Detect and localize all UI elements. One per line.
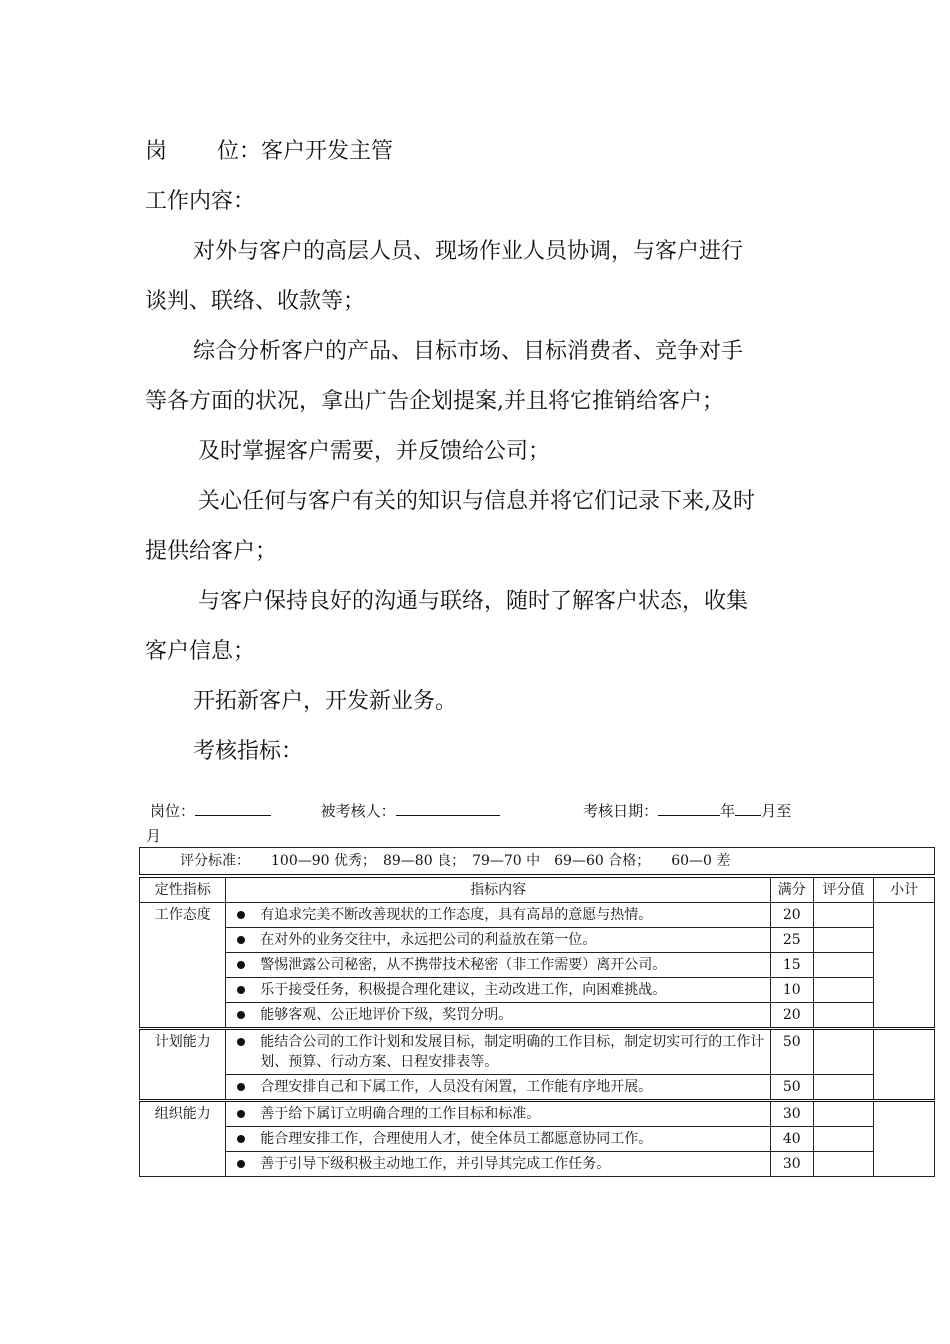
indicator-text: 有追求完美不断改善现状的工作态度，具有高昂的意愿与热情。 [256, 903, 770, 928]
form-month-blank [735, 801, 761, 816]
score-value-cell[interactable] [813, 978, 874, 1003]
kpi-label: 考核指标： [193, 739, 304, 764]
bullet-icon [226, 1075, 256, 1101]
duty-4-line-2: 提供给客户； [145, 539, 278, 564]
bullet-icon [226, 953, 256, 978]
bullet-icon [226, 1127, 256, 1152]
full-score: 20 [770, 1003, 813, 1029]
header-category: 定性指标 [140, 876, 226, 903]
post-label-a: 岗 [145, 139, 168, 164]
full-score: 30 [770, 1101, 813, 1127]
table-row [140, 953, 935, 978]
form-assessee-blank [396, 801, 500, 816]
score-table [139, 847, 935, 1177]
score-value-cell[interactable] [813, 903, 874, 928]
subtotal-cell[interactable] [874, 903, 935, 1029]
full-score: 10 [770, 978, 813, 1003]
full-score: 50 [770, 1029, 813, 1075]
category-organization: 组织能力 [140, 1101, 226, 1177]
table-row [140, 1152, 935, 1177]
header-content: 指标内容 [226, 876, 770, 903]
indicator-text: 善于给下属订立明确合理的工作目标和标准。 [256, 1101, 770, 1127]
indicator-text: 能合理安排工作，合理使用人才，使全体员工都愿意协同工作。 [256, 1127, 770, 1152]
subtotal-cell[interactable] [874, 1029, 935, 1101]
form-post-label: 岗位： [150, 802, 196, 820]
indicator-text: 在对外的业务交往中，永远把公司的利益放在第一位。 [256, 928, 770, 953]
bullet-icon [226, 1101, 256, 1127]
indicator-text: 合理安排自己和下属工作，人员没有闲置，工作能有序地开展。 [256, 1075, 770, 1101]
post-value: 客户开发主管 [261, 139, 394, 164]
table-row [140, 1075, 935, 1101]
table-header-row [140, 876, 935, 903]
duty-4-line-1: 关心任何与客户有关的知识与信息并将它们记录下来,及时 [198, 489, 755, 514]
duty-5-line-1: 与客户保持良好的沟通与联络，随时了解客户状态，收集 [198, 589, 749, 614]
form-assessee-label: 被考核人： [320, 802, 396, 820]
score-value-cell[interactable] [813, 1127, 874, 1152]
full-score: 50 [770, 1075, 813, 1101]
form-year-label: 年 [720, 802, 736, 820]
indicator-text: 能结合公司的工作计划和发展目标，制定明确的工作目标，制定切实可行的工作计划、预算、行动方案、日程安排表等。 [256, 1029, 770, 1075]
indicator-text: 能够客观、公正地评价下级，奖罚分明。 [256, 1003, 770, 1029]
bullet-icon [226, 1003, 256, 1029]
category-work-attitude: 工作态度 [140, 903, 226, 1029]
score-value-cell[interactable] [813, 1029, 874, 1075]
full-score: 40 [770, 1127, 813, 1152]
header-subtotal: 小计 [874, 876, 935, 903]
table-row [140, 1101, 935, 1127]
duty-5-line-2: 客户信息； [145, 639, 256, 664]
duty-2-line-1: 综合分析客户的产品、目标市场、目标消费者、竞争对手 [193, 339, 744, 364]
duty-3: 及时掌握客户需要，并反馈给公司； [198, 439, 551, 464]
full-score: 15 [770, 953, 813, 978]
full-score: 25 [770, 928, 813, 953]
form-date-label: 考核日期： [583, 802, 659, 820]
category-planning: 计划能力 [140, 1029, 226, 1101]
header-score-value: 评分值 [813, 876, 874, 903]
score-standard: 评分标准： 100—90 优秀； 89—80 良； 79—70 中 69—60 合格； 60—0 差 [140, 848, 935, 877]
form-month-label: 月 [146, 827, 162, 845]
table-row [140, 978, 935, 1003]
work-content-label: 工作内容： [145, 189, 256, 214]
form-post-blank [195, 801, 271, 816]
score-value-cell[interactable] [813, 928, 874, 953]
form-header [150, 800, 791, 821]
form-year-blank [658, 801, 720, 816]
post-label-b: 位： [217, 139, 262, 164]
score-value-cell[interactable] [813, 1152, 874, 1177]
duty-1-line-1: 对外与客户的高层人员、现场作业人员协调，与客户进行 [193, 239, 744, 264]
table-row [140, 1029, 935, 1075]
header-full-score: 满分 [770, 876, 813, 903]
duty-2-line-2: 等各方面的状况，拿出广告企划提案,并且将它推销给客户； [145, 389, 724, 414]
full-score: 30 [770, 1152, 813, 1177]
duty-1-line-2: 谈判、联络、收款等； [145, 289, 366, 314]
bullet-icon [226, 978, 256, 1003]
indicator-text: 乐于接受任务，积极提合理化建议，主动改进工作，向困难挑战。 [256, 978, 770, 1003]
indicator-text: 警惕泄露公司秘密，从不携带技术秘密（非工作需要）离开公司。 [256, 953, 770, 978]
score-value-cell[interactable] [813, 1101, 874, 1127]
score-value-cell[interactable] [813, 1003, 874, 1029]
table-row [140, 928, 935, 953]
score-value-cell[interactable] [813, 1075, 874, 1101]
indicator-text: 善于引导下级积极主动地工作，并引导其完成工作任务。 [256, 1152, 770, 1177]
table-row [140, 903, 935, 928]
post-line [145, 137, 393, 167]
form-month-to-label: 月至 [761, 802, 792, 820]
bullet-icon [226, 1152, 256, 1177]
table-row [140, 1127, 935, 1152]
table-row [140, 1003, 935, 1029]
subtotal-cell[interactable] [874, 1101, 935, 1177]
score-value-cell[interactable] [813, 953, 874, 978]
duty-6: 开拓新客户，开发新业务。 [193, 689, 458, 714]
bullet-icon [226, 1029, 256, 1075]
full-score: 20 [770, 903, 813, 928]
score-standard-row [140, 848, 935, 877]
bullet-icon [226, 903, 256, 928]
bullet-icon [226, 928, 256, 953]
